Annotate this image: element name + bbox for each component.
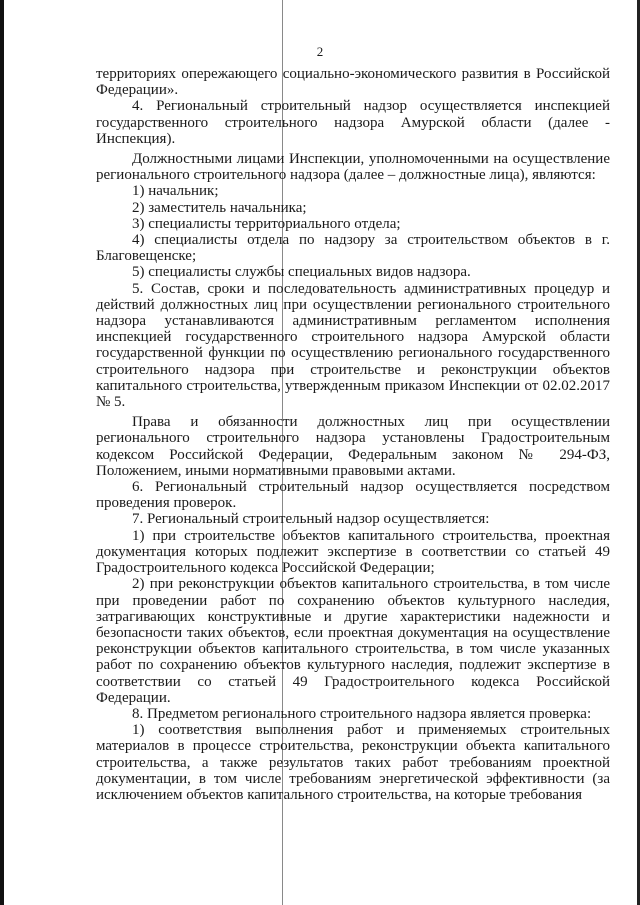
scan-edge-left (0, 0, 4, 905)
list-item-3: 3) специалисты территориального отдела; (132, 215, 401, 232)
list-item-1: 1) начальник; (132, 183, 219, 200)
list-item-4: 4) специалисты отдела по надзору за строительством объектов в г. Благовещенске; (96, 232, 610, 265)
document-body (96, 66, 610, 803)
paragraph-item-7: 7. Региональный строительный надзор осуществляется: (132, 511, 490, 528)
page-number: 2 (316, 44, 324, 59)
list-item-7-2: 2) при реконструкции объектов капитального строительства, в том числе при проведении работ по сохранению объектов культурного наследия, затрагивающих конструктивные и другие характеристики надежности и безопасности таких объектов, если проектная документация на осуществление реконструкции объектов капитального строительства, в том числе указанных работ по сохранению объектов культурного наследия, подлежит экспертизе в соответствии со статьей 49 Градостроительного кодекса Российской Федерации. (96, 576, 610, 706)
paragraph-continuation: территориях опережающего социально-экономического развития в Российской Федерации». (96, 66, 610, 99)
paragraph-item-5: 5. Состав, сроки и последовательность административных процедур и действий должностных лиц при осуществлении регионального строительного надзора устанавливаются административным регламентом исполнения инспекцией государственного строительного надзора Амурской области государственной функции по осуществлению регионального государственного строительного надзора при строительстве и реконструкции объектов капитального строительства, утвержденным приказом Инспекции от 02.02.2017 № 5. (96, 280, 610, 411)
list-item-5: 5) специалисты службы специальных видов надзора. (132, 264, 471, 281)
list-item-7-1: 1) при строительстве объектов капитального строительства, проектная документация которых подлежит экспертизе в соответствии со статьей 49 Градостроительного кодекса Российской Федерации; (96, 527, 610, 577)
paragraph-rights: Права и обязанности должностных лиц при осуществлении регионального строительного надзора установлены Градостроительным кодексом Российской Федерации, Федеральным законом № 294-ФЗ, Положением, иными нормативными правовыми актами. (96, 414, 610, 479)
list-item-2: 2) заместитель начальника; (132, 199, 307, 216)
list-item-8-1: 1) соответствия выполнения работ и применяемых строительных материалов в процессе строительства, реконструкции объекта капитального строительства, а также результатов таких работ требованиям проектной документации, в том числе требованиям энергетической эффективности (за исключением объектов капитального строительства, на которые требования (96, 722, 610, 803)
paragraph-item-8: 8. Предметом регионального строительного надзора является проверка: (132, 705, 592, 722)
paragraph-item-6: 6. Региональный строительный надзор осуществляется посредством проведения проверок. (96, 479, 610, 512)
paragraph-item-4: 4. Региональный строительный надзор осуществляется инспекцией государственного строительного надзора Амурской области (далее - Инспекция). (96, 98, 610, 147)
paragraph-officials: Должностными лицами Инспекции, уполномоченными на осуществление регионального строительного надзора (далее – должностные лица), являются: (96, 151, 610, 184)
